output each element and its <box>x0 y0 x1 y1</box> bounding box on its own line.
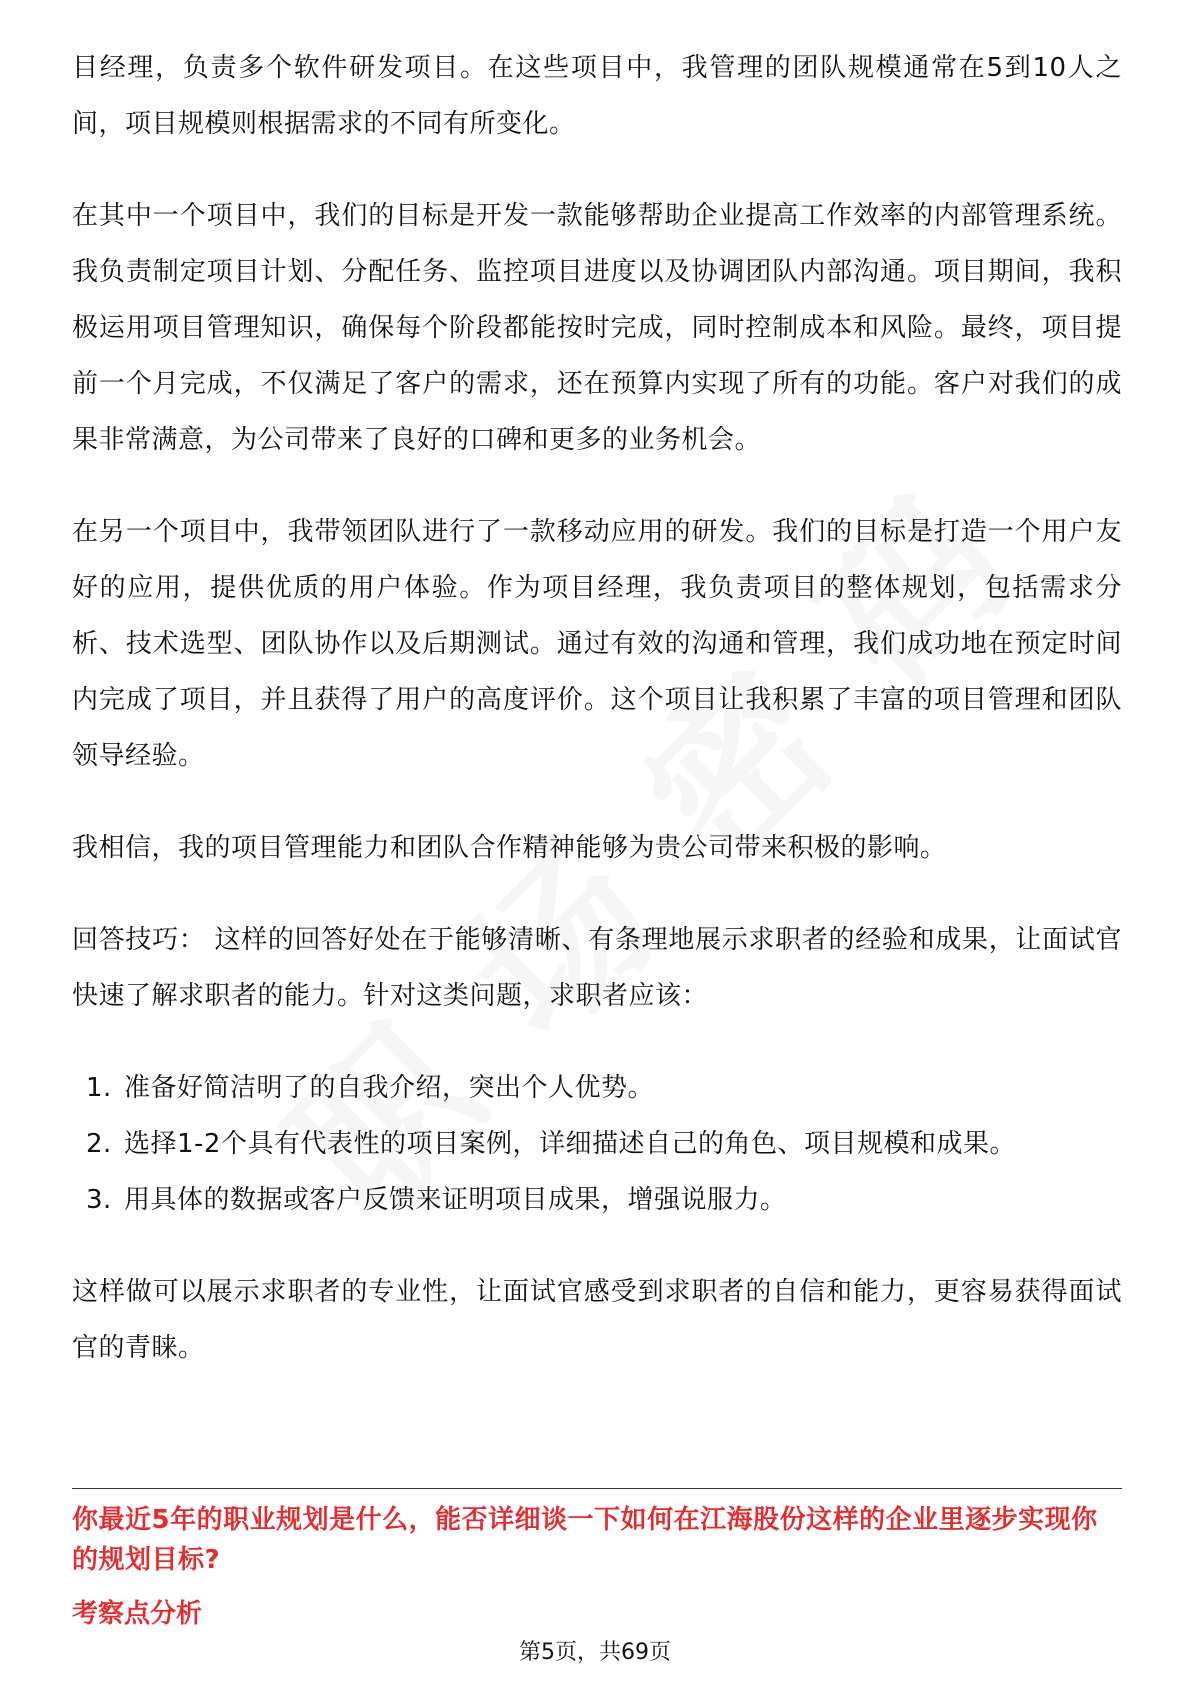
section-divider <box>72 1488 1122 1489</box>
tips-list <box>72 1060 1122 1228</box>
list-item <box>72 1116 1122 1172</box>
paragraph-project-two: 在另一个项目中，我带领团队进行了一款移动应用的研发。我们的目标是打造一个用户友好的应用，提供优质的用户体验。作为项目经理，我负责项目的整体规划，包括需求分析、技术选型、团队协作以及后期测试。通过有效的沟通和管理，我们成功地在预定时间内完成了项目，并且获得了用户的高度评价。这个项目让我积累了丰富的项目管理和团队领导经验。 <box>72 517 1122 771</box>
paragraph-closing: 这样做可以展示求职者的专业性，让面试官感受到求职者的自信和能力，更容易获得面试官的青睐。 <box>72 1277 1122 1363</box>
body-content <box>72 40 1122 1412</box>
paragraph-answer-tips: 回答技巧： 这样的回答好处在于能够清晰、有条理地展示求职者的经验和成果，让面试官快速了解求职者的能力。针对这类问题，求职者应该： <box>72 925 1122 1011</box>
list-item <box>72 1060 1122 1116</box>
list-item-number: 3. <box>86 1185 112 1215</box>
list-item-text: 用具体的数据或客户反馈来证明项目成果，增强说服力。 <box>124 1185 787 1215</box>
list-item-text: 准备好简洁明了的自我介绍，突出个人优势。 <box>124 1073 655 1103</box>
list-item-number: 1. <box>86 1073 112 1103</box>
section-heading: 考察点分析 <box>72 1599 203 1629</box>
page-footer: 第5页，共69页 <box>519 1640 671 1665</box>
paragraph-belief: 我相信，我的项目管理能力和团队合作精神能够为贵公司带来积极的影响。 <box>72 833 947 863</box>
paragraph-intro: 目经理，负责多个软件研发项目。在这些项目中，我管理的团队规模通常在5到10人之间，项目规模则根据需求的不同有所变化。 <box>72 53 1122 139</box>
paragraph-project-one: 在其中一个项目中，我们的目标是开发一款能够帮助企业提高工作效率的内部管理系统。我负责制定项目计划、分配任务、监控项目进度以及协调团队内部沟通。项目期间，我积极运用项目管理知识，确保每个阶段都能按时完成，同时控制成本和风险。最终，项目提前一个月完成，不仅满足了客户的需求，还在预算内实现了所有的功能。客户对我们的成果非常满意，为公司带来了良好的口碑和更多的业务机会。 <box>72 201 1122 455</box>
interview-question: 你最近5年的职业规划是什么，能否详细谈一下如何在江海股份这样的企业里逐步实现你的规划目标? <box>72 1505 1098 1575</box>
list-item <box>72 1172 1122 1228</box>
list-item-number: 2. <box>86 1129 112 1159</box>
list-item-text: 选择1-2个具有代表性的项目案例，详细描述自己的角色、项目规模和成果。 <box>124 1129 1016 1159</box>
